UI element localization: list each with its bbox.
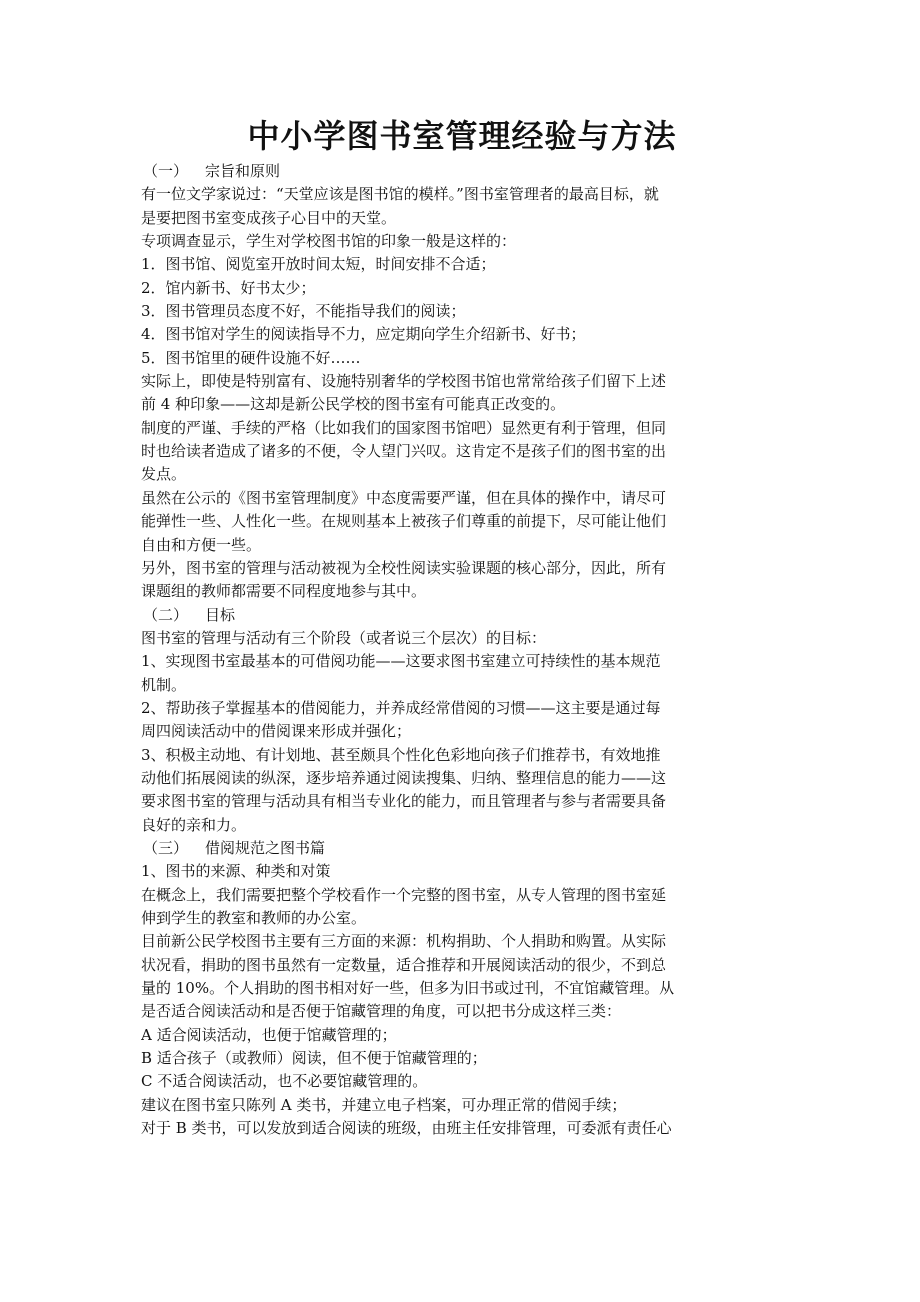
paragraph-line: 专项调查显示，学生对学校图书馆的印象一般是这样的： [141, 232, 517, 251]
paragraph-line: 良好的亲和力。 [141, 815, 247, 834]
paragraph-line: 实际上，即使是特别富有、设施特别奢华的学校图书馆也常常给孩子们留下上述 [141, 372, 667, 391]
paragraph-line: 动他们拓展阅读的纵深，逐步培养通过阅读搜集、归纳、整理信息的能力——这 [141, 768, 667, 787]
section-number: （三） [143, 838, 189, 857]
document-page [141, 112, 783, 1140]
paragraph-line: 1、实现图书室最基本的可借阅功能——这要求图书室建立可持续性的基本规范 [141, 652, 661, 671]
paragraph-line: 2．馆内新书、好书太少； [141, 278, 316, 297]
paragraph-line: 时也给读者造成了诸多的不便，令人望门兴叹。这肯定不是孩子们的图书室的出 [141, 442, 667, 461]
section-heading-text: 目标 [205, 605, 236, 624]
paragraph-line: 自由和方便一些。 [141, 535, 262, 554]
paragraph-line: C 不适合阅读活动，也不必要馆藏管理的。 [141, 1072, 428, 1091]
section-heading-text: 宗旨和原则 [205, 162, 281, 180]
section-heading [141, 160, 783, 183]
paragraph-line: 图书室的管理与活动有三个阶段（或者说三个层次）的目标： [141, 628, 547, 647]
paragraph-line: 前 4 种印象——这却是新公民学校的图书室有可能真正改变的。 [141, 395, 566, 414]
paragraph-line: 是否适合阅读活动和是否便于馆藏管理的角度，可以把书分成这样三类： [141, 1002, 622, 1021]
paragraph-line: 虽然在公示的《图书室管理制度》中态度需要严谨，但在具体的操作中，请尽可 [141, 488, 667, 507]
paragraph-line: 课题组的教师都需要不同程度地参与其中。 [141, 582, 427, 601]
document-title: 中小学图书室管理经验与方法 [247, 117, 677, 155]
section-heading-text: 借阅规范之图书篇 [205, 838, 326, 857]
paragraph-line: 制度的严谨、手续的严格（比如我们的国家图书馆吧）显然更有利于管理，但同 [141, 418, 667, 437]
paragraph-line: 伸到学生的教室和教师的办公室。 [141, 909, 367, 927]
paragraph-line: 3．图书管理员态度不好，不能指导我们的阅读； [141, 302, 466, 321]
document-body [141, 160, 783, 1140]
section-heading [141, 837, 783, 860]
paragraph-line: 发点。 [141, 465, 187, 484]
section-number: （一） [143, 162, 189, 180]
paragraph-line: 3、积极主动地、有计划地、甚至颇具个性化色彩地向孩子们推荐书，有效地推 [141, 745, 661, 764]
paragraph-line: 是要把图书室变成孩子心目中的天堂。 [141, 208, 397, 227]
paragraph-line: 状况看，捐助的图书虽然有一定数量，适合推荐和开展阅读活动的很少，不到总 [141, 955, 667, 974]
paragraph-line: 机制。 [141, 675, 187, 694]
paragraph-line: 5．图书馆里的硬件设施不好…… [141, 348, 361, 367]
paragraph-line: 另外，图书室的管理与活动被视为全校性阅读实验课题的核心部分，因此，所有 [141, 558, 667, 577]
paragraph-line: 1．图书馆、阅览室开放时间太短，时间安排不合适； [141, 255, 496, 274]
paragraph-line: 周四阅读活动中的借阅课来形成并强化； [141, 722, 412, 741]
paragraph-line: 2、帮助孩子掌握基本的借阅能力，并养成经常借阅的习惯——这主要是通过每 [141, 698, 661, 717]
paragraph-line: 4．图书馆对学生的阅读指导不力，应定期向学生介绍新书、好书； [141, 325, 586, 344]
section-heading [141, 604, 783, 627]
paragraph-line: 建议在图书室只陈列 A 类书，并建立电子档案，可办理正常的借阅手续； [141, 1095, 627, 1114]
paragraph-line: 要求图书室的管理与活动具有相当专业化的能力，而且管理者与参与者需要具备 [141, 792, 667, 811]
paragraph-line: 在概念上，我们需要把整个学校看作一个完整的图书室，从专人管理的图书室延 [141, 885, 667, 904]
paragraph-line: 1、图书的来源、种类和对策 [141, 862, 331, 881]
paragraph-line: 目前新公民学校图书主要有三方面的来源：机构捐助、个人捐助和购置。从实际 [141, 932, 667, 951]
paragraph-line: A 适合阅读活动，也便于馆藏管理的； [141, 1025, 397, 1044]
section-number: （二） [143, 605, 189, 624]
paragraph-line: B 适合孩子（或教师）阅读，但不便于馆藏管理的； [141, 1049, 487, 1068]
paragraph-line: 量的 10%。个人捐助的图书相对好一些，但多为旧书或过刊，不宜馆藏管理。从 [141, 979, 675, 998]
paragraph-line: 有一位文学家说过：“天堂应该是图书馆的模样。”图书室管理者的最高目标，就 [141, 185, 659, 204]
paragraph-line: 对于 B 类书，可以发放到适合阅读的班级，由班主任安排管理，可委派有责任心 [141, 1119, 672, 1138]
paragraph-line: 能弹性一些、人性化一些。在规则基本上被孩子们尊重的前提下，尽可能让他们 [141, 512, 667, 531]
